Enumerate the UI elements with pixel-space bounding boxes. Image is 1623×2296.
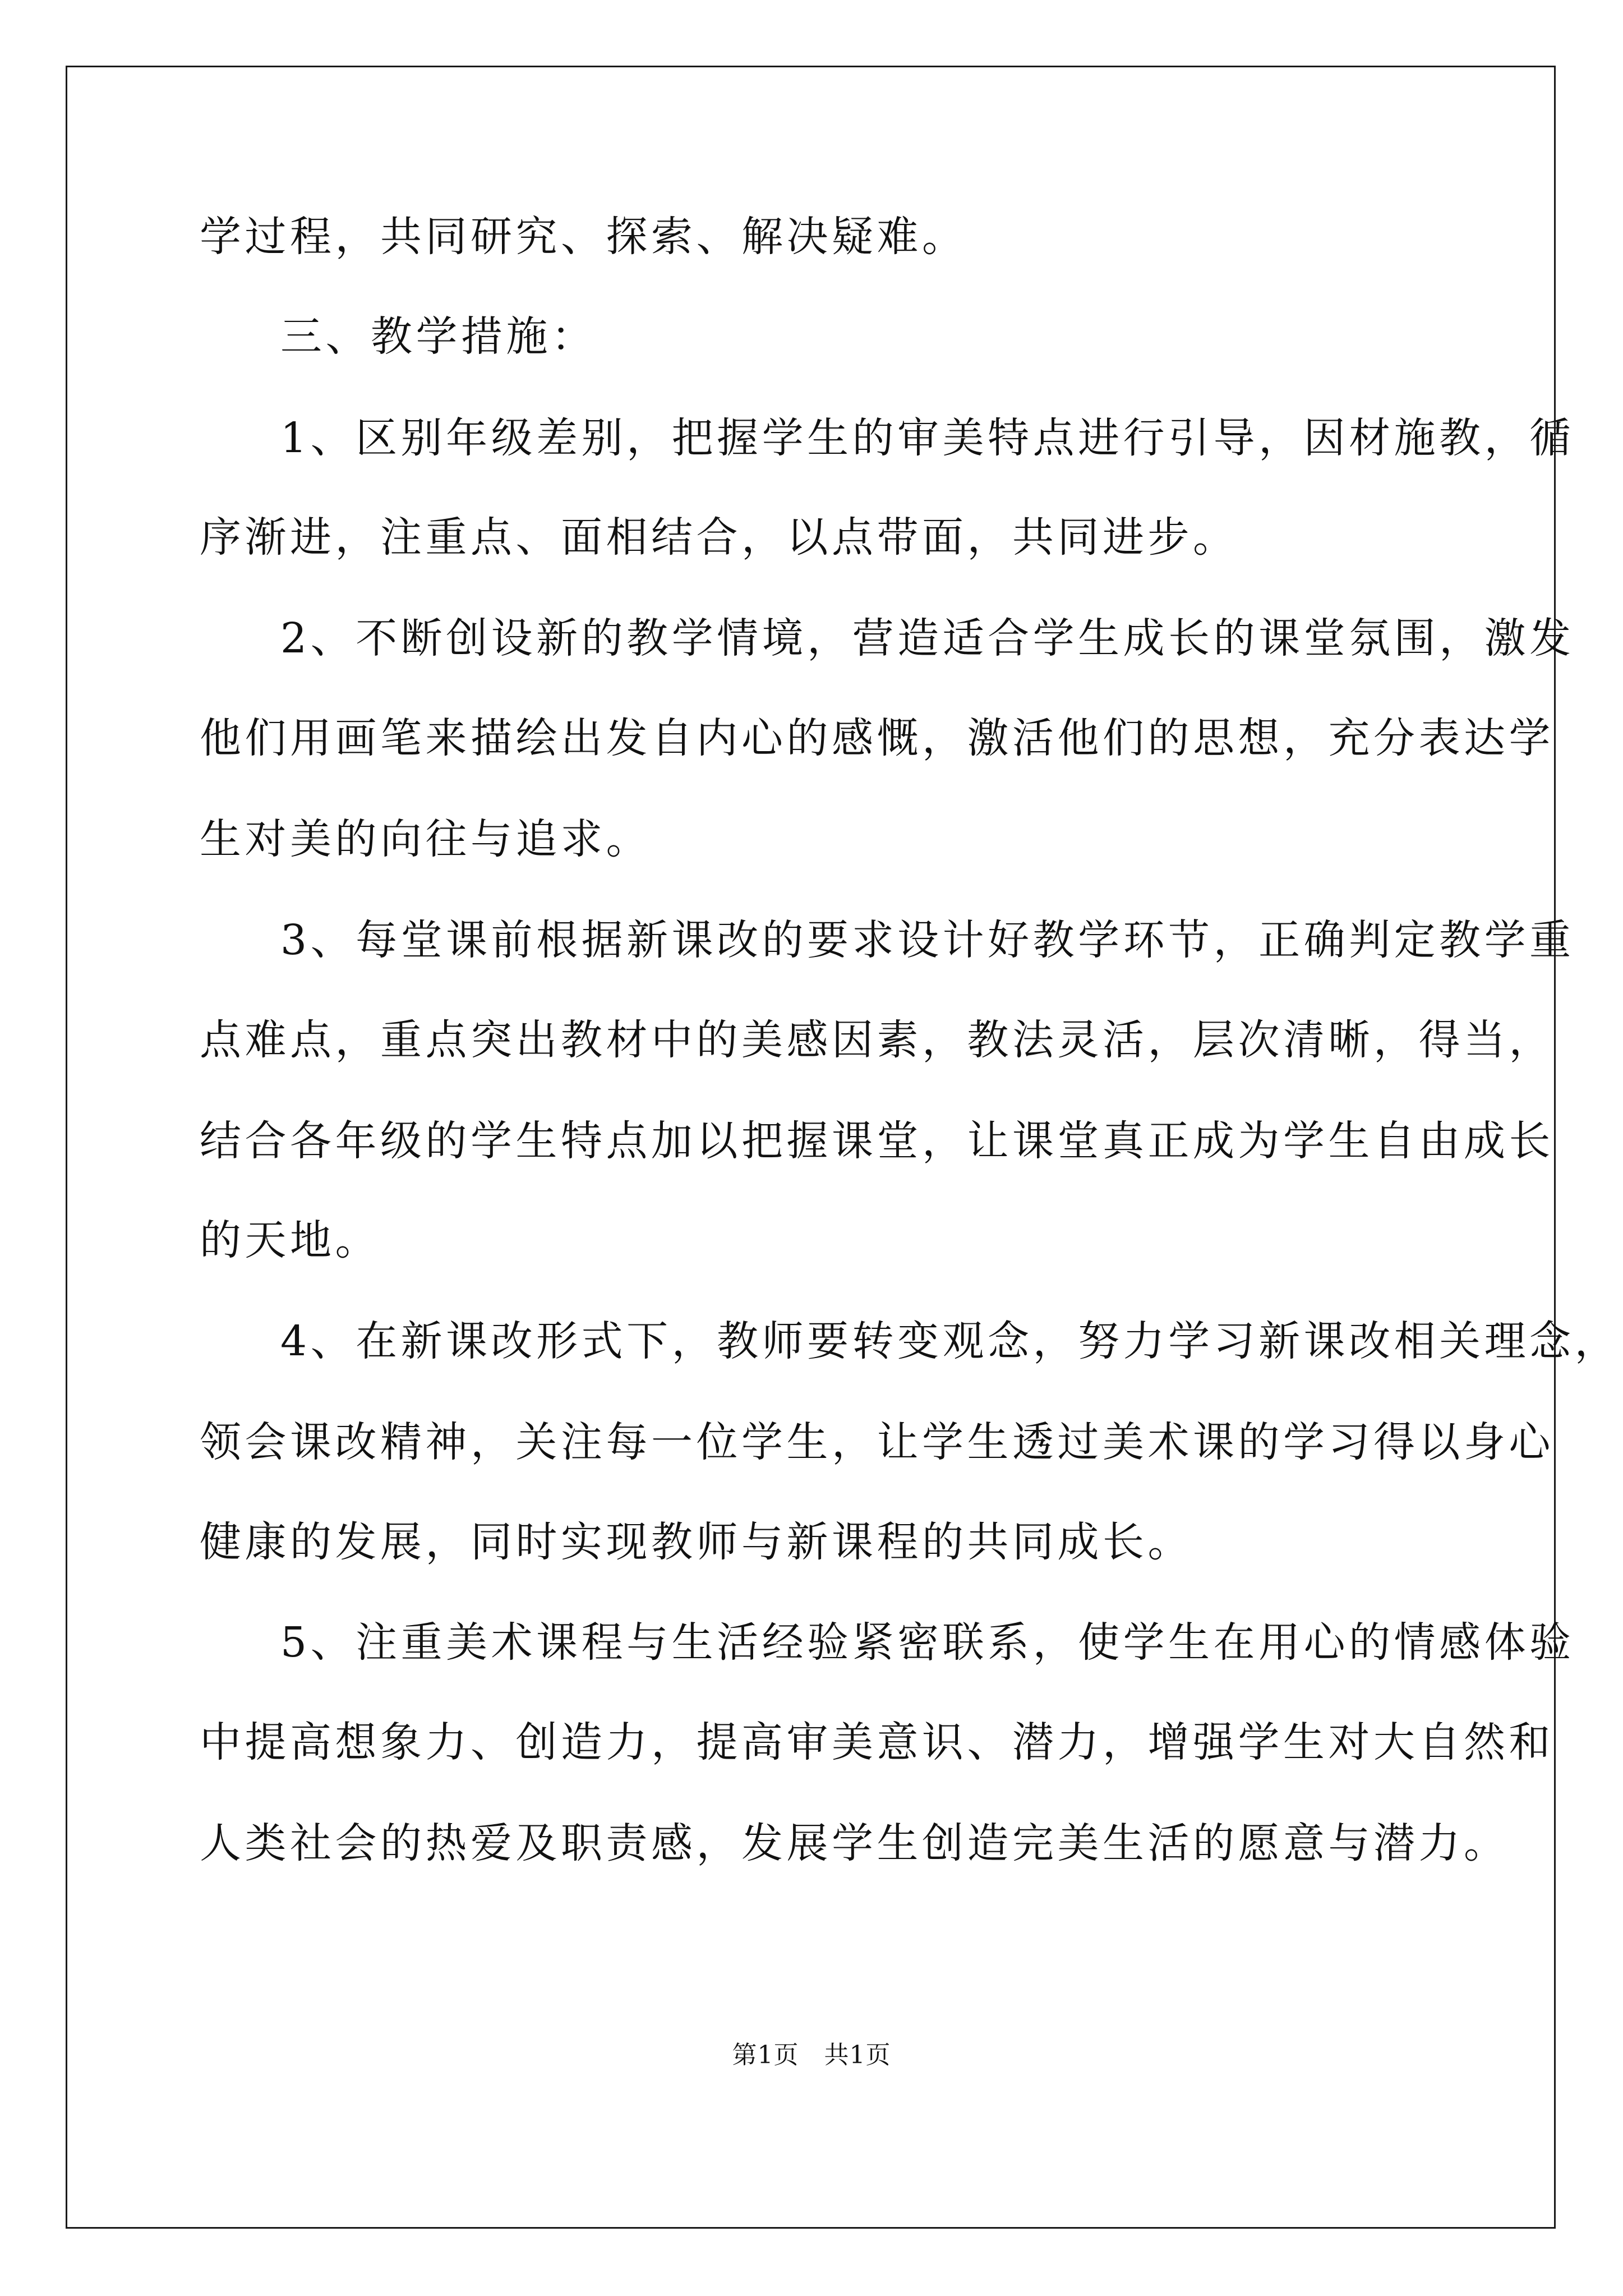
- text-line: 4、在新课改形式下，教师要转变观念，努力学习新课改相关理念，: [280, 1317, 1620, 1365]
- text-line: 2、不断创设新的教学情境，营造适合学生成长的课堂氛围，激发: [280, 614, 1575, 662]
- text-line: 人类社会的热爱及职责感，发展学生创造完美生活的愿意与潜力。: [200, 1819, 1509, 1867]
- text-line: 3、每堂课前根据新课改的要求设计好教学环节，正确判定教学重: [280, 916, 1575, 964]
- text-line: 5、注重美术课程与生活经验紧密联系，使学生在用心的情感体验: [280, 1618, 1575, 1667]
- section-heading: 三、教学措施：: [280, 312, 597, 361]
- text-line: 他们用画笔来描绘出发自内心的感慨，激活他们的思想，充分表达学: [200, 714, 1554, 762]
- text-line: 健康的发展，同时实现教师与新课程的共同成长。: [200, 1518, 1193, 1566]
- text-line: 结合各年级的学生特点加以把握课堂，让课堂真正成为学生自由成长: [200, 1117, 1554, 1165]
- text-line: 点难点，重点突出教材中的美感因素，教法灵活，层次清晰，得当，: [200, 1016, 1554, 1064]
- text-line: 1、区别年级差别，把握学生的审美特点进行引导，因材施教，循: [280, 414, 1575, 462]
- page-number-footer: 第1页 共1页: [732, 2041, 891, 2069]
- text-line: 生对美的向往与追求。: [200, 815, 651, 863]
- text-line: 中提高想象力、创造力，提高审美意识、潜力，增强学生对大自然和: [200, 1718, 1554, 1766]
- text-line: 序渐进，注重点、面相结合，以点带面，共同进步。: [200, 513, 1238, 562]
- text-line: 的天地。: [200, 1216, 380, 1264]
- text-line: 学过程，共同研究、探索、解决疑难。: [200, 213, 967, 261]
- text-line: 领会课改精神，关注每一位学生，让学生透过美术课的学习得以身心: [200, 1418, 1554, 1466]
